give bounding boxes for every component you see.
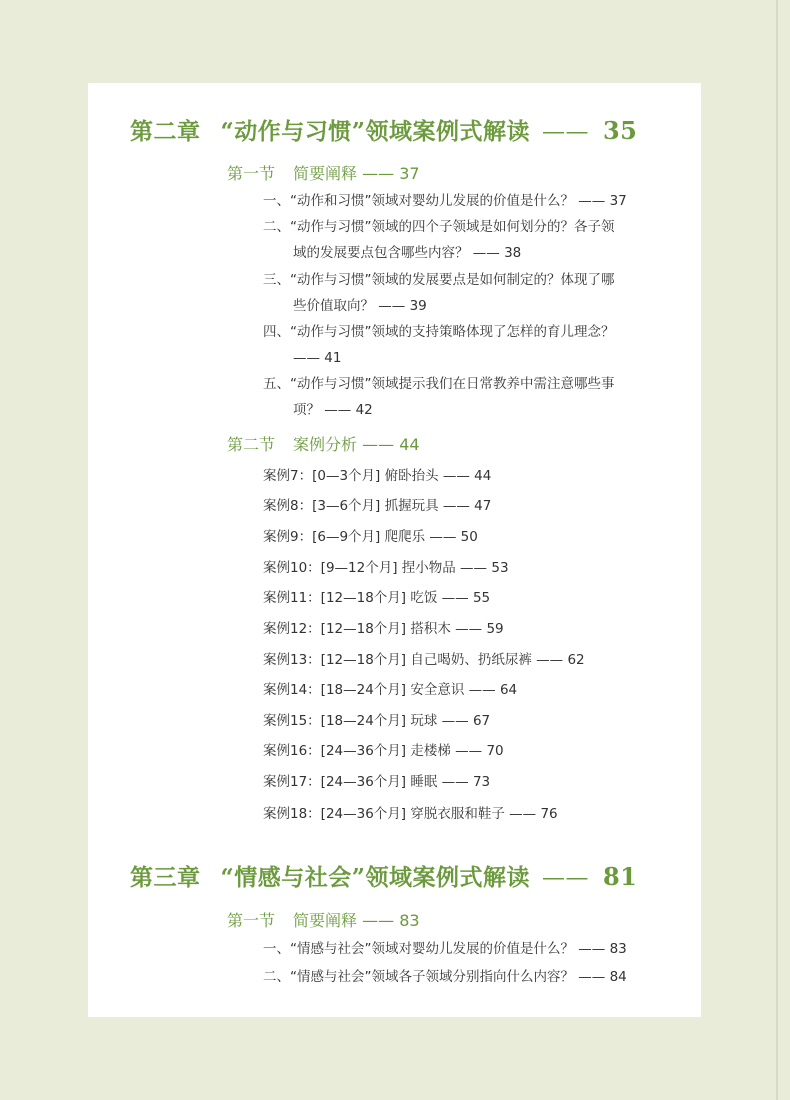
page-edge-line — [776, 0, 778, 1100]
toc-entry[interactable] — [263, 214, 663, 266]
toc-entry[interactable] — [263, 267, 663, 319]
section-page: —— 83 — [362, 911, 420, 930]
case-entry-8[interactable]: 案例8：[3—6个月] 抓握玩具 —— 47 — [263, 498, 492, 514]
toc-entry-line: 一、“动作和习惯”领域对婴幼儿发展的价值是什么？ —— 37 — [263, 193, 627, 209]
toc-entry-line: 四、“动作与习惯”领域的支持策略体现了怎样的育儿理念？ — [263, 324, 615, 340]
section-page: —— 37 — [362, 164, 420, 183]
case-entry-11[interactable]: 案例11：[12—18个月] 吃饭 —— 55 — [263, 590, 491, 606]
chapter-2-dash: —— — [541, 119, 589, 145]
toc-page — [88, 83, 701, 1017]
toc-entry-line: 一、“情感与社会”领域对婴幼儿发展的价值是什么？ —— 83 — [263, 941, 627, 957]
case-entry-18[interactable]: 案例18：[24—36个月] 穿脱衣服和鞋子 —— 76 — [263, 806, 558, 822]
chapter-2-page: 35 — [602, 116, 638, 145]
toc-entry[interactable] — [263, 964, 663, 990]
toc-entry[interactable] — [263, 371, 663, 423]
chapter-3-dash: —— — [541, 865, 589, 891]
toc-entry-line: 二、“动作与习惯”领域的四个子领域是如何划分的？各子领 — [263, 219, 615, 235]
section-title: 简要阐释 — [293, 164, 358, 183]
toc-entry-continuation: 项？ —— 42 — [293, 402, 373, 418]
case-entry-15[interactable]: 案例15：[18—24个月] 玩球 —— 67 — [263, 713, 491, 729]
chapter-2-number: 第二章 — [130, 118, 201, 145]
section-number: 第一节 — [227, 164, 276, 183]
toc-entry-continuation: 域的发展要点包含哪些内容？ —— 38 — [293, 245, 522, 261]
toc-entry-line: 三、“动作与习惯”领域的发展要点是如何制定的？体现了哪 — [263, 272, 615, 288]
chapter-3-page: 81 — [602, 862, 638, 891]
toc-entry-continuation: —— 41 — [293, 350, 342, 366]
toc-entry-line: 五、“动作与习惯”领域提示我们在日常教养中需注意哪些事 — [263, 376, 615, 392]
chapter-3-section-1[interactable] — [227, 908, 420, 931]
toc-entry-continuation: 些价值取向？ —— 39 — [293, 298, 427, 314]
section-number: 第一节 — [227, 911, 276, 930]
section-title: 案例分析 — [293, 435, 358, 454]
case-entry-16[interactable]: 案例16：[24—36个月] 走楼梯 —— 70 — [263, 743, 504, 759]
chapter-2-section-1[interactable] — [227, 161, 420, 184]
section-title: 简要阐释 — [293, 911, 358, 930]
chapter-2-title: “动作与习惯”领域案例式解读 — [220, 118, 530, 145]
case-entry-10[interactable]: 案例10：[9—12个月] 捏小物品 —— 53 — [263, 560, 509, 576]
section-number: 第二节 — [227, 435, 276, 454]
case-entry-12[interactable]: 案例12：[12—18个月] 搭积木 —— 59 — [263, 621, 504, 637]
section-page: —— 44 — [362, 435, 420, 454]
chapter-3-heading[interactable] — [130, 859, 637, 899]
case-entry-7[interactable]: 案例7：[0—3个月] 俯卧抬头 —— 44 — [263, 468, 492, 484]
toc-entry[interactable] — [263, 936, 663, 962]
toc-entry-line: 二、“情感与社会”领域各子领域分别指向什么内容？ —— 84 — [263, 969, 627, 985]
chapter-2-section-2[interactable] — [227, 432, 420, 455]
chapter-3-number: 第三章 — [130, 864, 201, 891]
chapter-3-title: “情感与社会”领域案例式解读 — [220, 864, 530, 891]
toc-entry[interactable] — [263, 319, 663, 371]
case-entry-17[interactable]: 案例17：[24—36个月] 睡眠 —— 73 — [263, 774, 491, 790]
case-entry-13[interactable]: 案例13：[12—18个月] 自己喝奶、扔纸尿裤 —— 62 — [263, 652, 585, 668]
case-entry-9[interactable]: 案例9：[6—9个月] 爬爬乐 —— 50 — [263, 529, 478, 545]
toc-entry[interactable] — [263, 188, 663, 214]
case-entry-14[interactable]: 案例14：[18—24个月] 安全意识 —— 64 — [263, 682, 518, 698]
chapter-2-heading[interactable] — [130, 113, 637, 153]
